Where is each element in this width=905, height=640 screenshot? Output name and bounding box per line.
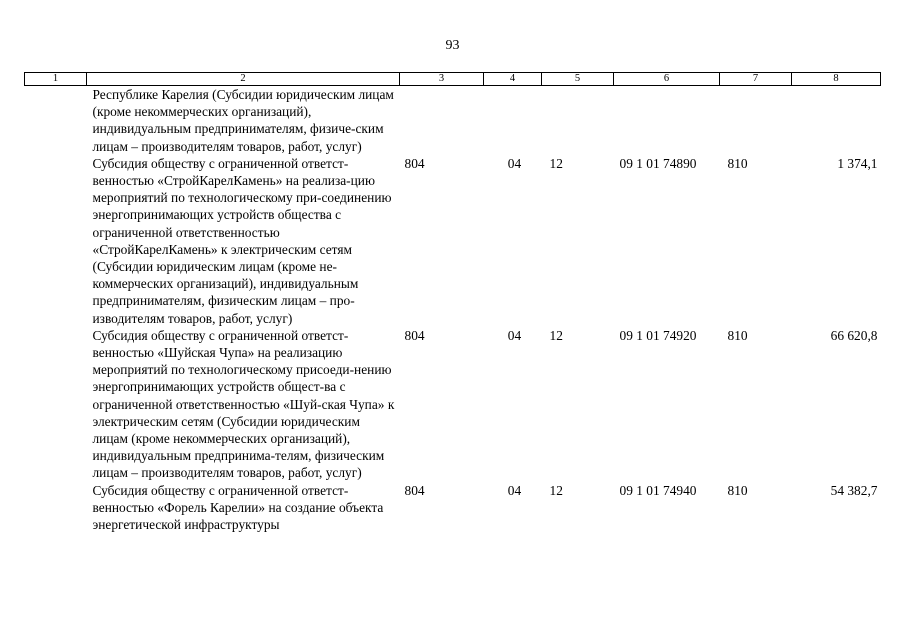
ministry-code-cell [400, 86, 484, 155]
row-number-cell [25, 327, 87, 482]
row-number-cell [25, 155, 87, 327]
amount-cell: 54 382,7 [830, 482, 878, 498]
section-code-cell [484, 86, 542, 155]
item-name-cell: Субсидия обществу с ограниченной ответст-венностью «Форель Карелии» на создание объекта энергетической инфраструктуры [92, 482, 384, 533]
ministry-code-cell: 804 [404, 482, 425, 498]
page-number: 93 [445, 38, 460, 53]
table-body [25, 86, 881, 534]
header-col-1: 1 [25, 73, 87, 86]
amount-cell: 1 374,1 [837, 155, 878, 171]
expense-type-cell: 810 [727, 482, 748, 498]
budget-table [24, 72, 881, 533]
item-name-cell: Субсидия обществу с ограниченной ответст-венностью «Шуйская Чупа» на реализацию мероприятий по технологическому присоеди-нению энергопринимающих устройств общест-ва с ограниченной ответственностью «Шуй-ская Чупа» к электрическим сетям (Субсидии юридическим лицам (кроме некоммерческих организаций), индивидуальным предпринима-телям, физическим лицам – производителям товаров, работ, услуг) [92, 327, 395, 481]
target-code-cell [614, 86, 720, 155]
subsection-code-cell: 12 [549, 327, 563, 343]
subsection-code-cell: 12 [549, 155, 563, 171]
table-header [25, 73, 881, 86]
target-code-cell: 09 1 01 74890 [619, 155, 697, 171]
row-number-cell [25, 86, 87, 155]
header-row [25, 73, 881, 86]
ministry-code-cell: 804 [404, 327, 425, 343]
section-code-cell: 04 [507, 482, 522, 498]
item-name-cell: Субсидия обществу с ограниченной ответст-венностью «СтройКарелКамень» на реализа-цию мероприятий по технологическому при-соединению энергопринимающих устройств общества с ограниченной ответственностью «СтройКарелКамень» к электрическим сетям (Субсидии юридическим лицам (кроме не-коммерческих организаций), индивидуальным предпринимателям, физическим лицам – про-изводителям товаров, работ, услуг) [92, 155, 392, 326]
table-row [25, 86, 881, 155]
table-row [25, 327, 881, 482]
subsection-code-cell [542, 86, 614, 155]
section-code-cell: 04 [507, 155, 522, 171]
header-col-4: 4 [484, 73, 542, 86]
header-col-7: 7 [720, 73, 792, 86]
header-col-8: 8 [792, 73, 881, 86]
ministry-code-cell: 804 [404, 155, 425, 171]
row-number-cell [25, 482, 87, 534]
expense-type-cell: 810 [727, 155, 748, 171]
section-code-cell: 04 [507, 327, 522, 343]
expense-type-cell [720, 86, 792, 155]
header-col-3: 3 [400, 73, 484, 86]
subsection-code-cell: 12 [549, 482, 563, 498]
header-col-6: 6 [614, 73, 720, 86]
table-row [25, 155, 881, 327]
target-code-cell: 09 1 01 74920 [619, 327, 697, 343]
header-col-5: 5 [542, 73, 614, 86]
item-name-cell: Республике Карелия (Субсидии юридическим лицам (кроме некоммерческих организаций), индивидуальным предпринимателям, физиче-ским лицам – производителям товаров, работ, услуг) [92, 87, 394, 154]
table-row [25, 482, 881, 534]
target-code-cell: 09 1 01 74940 [619, 482, 697, 498]
amount-cell: 66 620,8 [830, 327, 878, 343]
expense-type-cell: 810 [727, 327, 748, 343]
header-col-2: 2 [87, 73, 400, 86]
amount-cell [792, 86, 881, 155]
